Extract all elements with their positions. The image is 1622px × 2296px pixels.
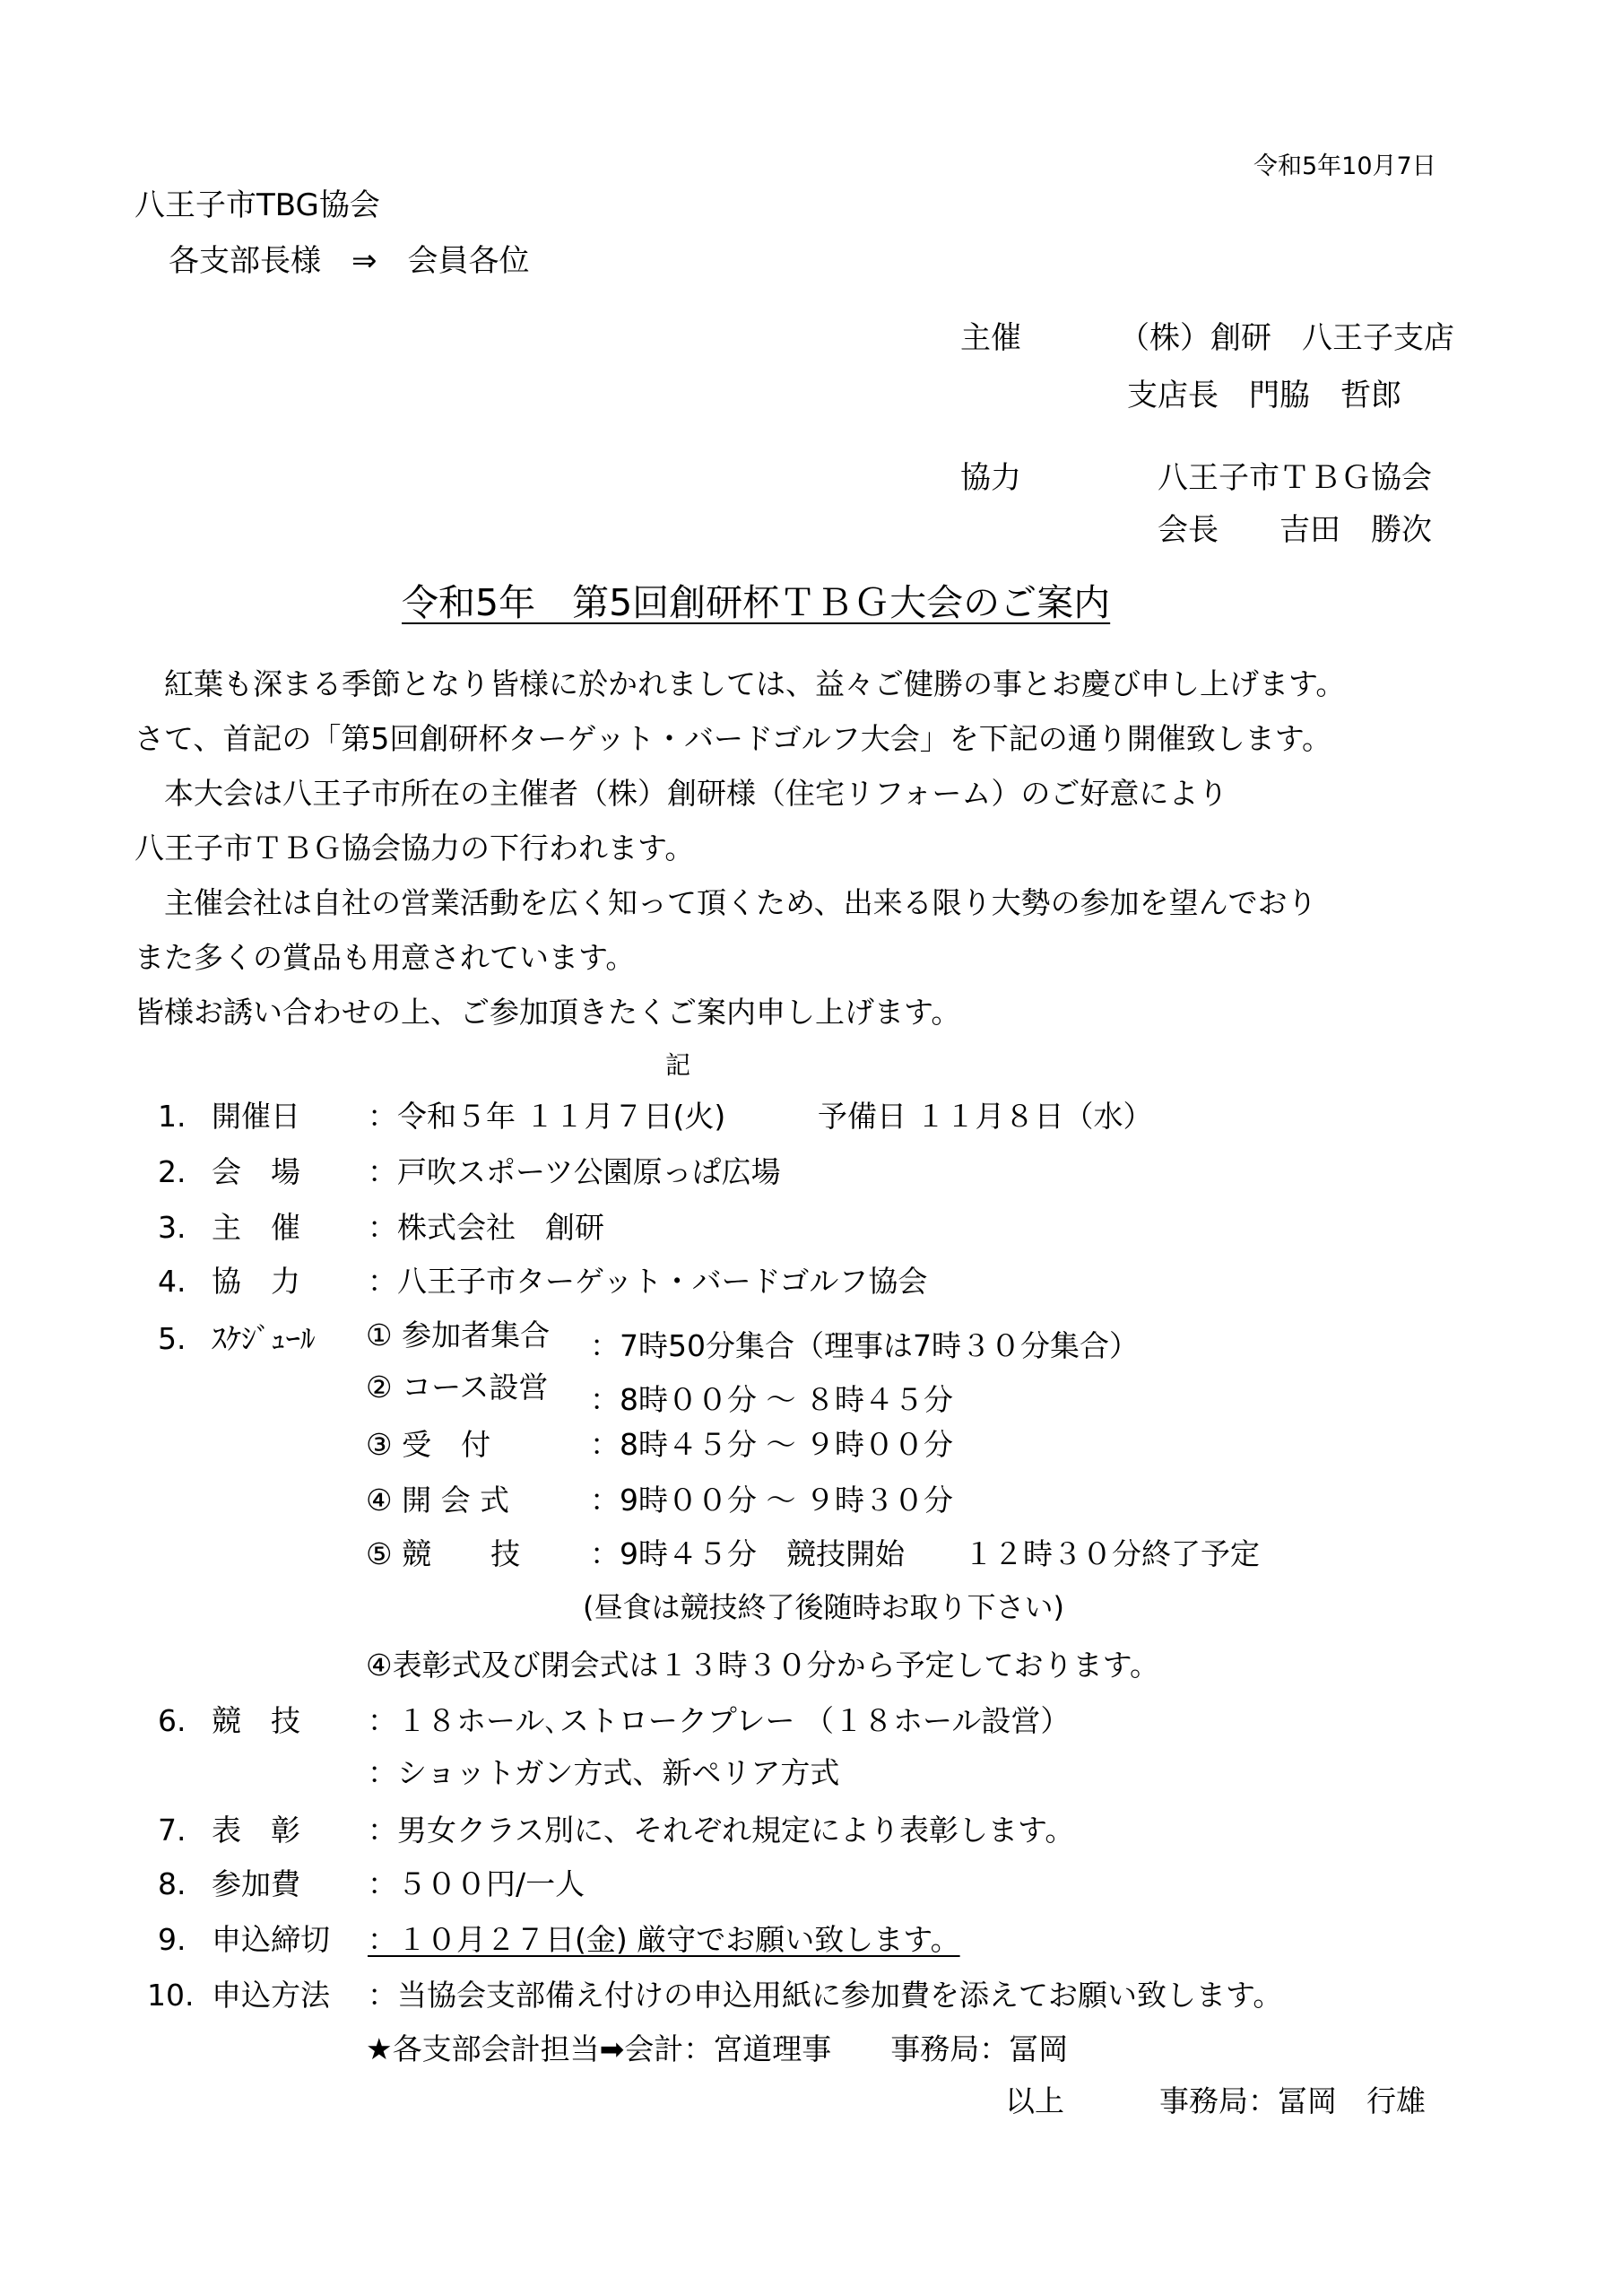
item-label: 協 力	[212, 1264, 300, 1299]
item-number: 6.	[158, 1703, 186, 1738]
item-value-deadline: ：１０月２７日(金) 厳守でお願い致します。	[368, 1922, 960, 1957]
item-value: ：戸吹スポーツ公園原っぱ広場	[368, 1154, 781, 1189]
body-line: また多くの賞品も用意されています。	[134, 940, 636, 975]
body-line: 紅葉も深まる季節となり皆様に於かれましては、益々ご健勝の事とお慶び申し上げます。	[134, 666, 1346, 701]
item-label: 競 技	[212, 1703, 300, 1738]
schedule-label: ② コース設営	[366, 1370, 549, 1405]
item-value: ：男女クラス別に、それぞれ規定により表彰します。	[368, 1813, 1075, 1848]
schedule-time: ：8時００分 ～ ８時４５分	[590, 1382, 953, 1417]
body-line: 本大会は八王子市所在の主催者（株）創研様（住宅リフォーム）のご好意により	[134, 776, 1228, 811]
item-value: ：八王子市ターゲット・バードゴルフ協会	[368, 1264, 928, 1299]
schedule-label: ⑤ 競 技	[366, 1536, 521, 1571]
item-number: 8.	[158, 1866, 186, 1901]
schedule-time: ：9時４５分 競技開始 １２時３０分終了予定	[590, 1536, 1260, 1571]
item-number: 7.	[158, 1813, 186, 1848]
item-label: 申込締切	[212, 1922, 330, 1957]
item-value: ：株式会社 創研	[368, 1210, 604, 1245]
item-value: ：５００円/一人	[368, 1866, 585, 1901]
ki-heading: 記	[665, 1050, 691, 1080]
addressee-recipients: 各支部長様 ⇒ 会員各位	[169, 243, 530, 279]
body-line: さて、首記の「第5回創研杯ターゲット・バードゴルフ大会」を下記の通り開催致します。	[134, 721, 1332, 756]
item-label: 主 催	[212, 1210, 300, 1245]
item-number: 9.	[158, 1922, 186, 1957]
closing-ijo: 以上	[1005, 2083, 1064, 2118]
item-label: 表 彰	[212, 1813, 300, 1848]
item-label: ｽｹｼﾞｭｰﾙ	[212, 1321, 316, 1356]
item-value: ：令和５年 １１月７日(火)	[368, 1099, 726, 1134]
item-number: 4.	[158, 1264, 186, 1299]
item-label: 会 場	[212, 1154, 300, 1189]
item-number: 1.	[158, 1099, 186, 1134]
item-value: ：１８ホール､ストロークプレー （１８ホール設営）	[368, 1703, 1071, 1738]
item-number: 5.	[158, 1321, 186, 1356]
body-line: 主催会社は自社の営業活動を広く知って頂くため、出来る限り大勢の参加を望んでおり	[134, 885, 1317, 920]
contact-note: ★各支部会計担当➡会計：宮道理事 事務局：冨岡	[366, 2031, 1069, 2066]
item-value: ：当協会支部備え付けの申込用紙に参加費を添えてお願い致します。	[368, 1978, 1283, 2013]
organizer-person: 支店長 門脇 哲郎	[1127, 378, 1401, 413]
item-number: 2.	[158, 1154, 186, 1189]
cooperation-person: 会長 吉田 勝次	[1158, 512, 1432, 548]
item-number: 3.	[158, 1210, 186, 1245]
cooperation-label: 協力	[960, 460, 1021, 496]
closing-office: 事務局：冨岡 行雄	[1159, 2083, 1426, 2118]
schedule-label: ① 参加者集合	[366, 1318, 551, 1352]
schedule-time: ：8時４５分 ～ ９時００分	[590, 1427, 953, 1462]
schedule-time: ：9時００分 ～ ９時３０分	[590, 1483, 953, 1518]
organizer-label: 主催	[960, 320, 1021, 356]
item-number: 10.	[147, 1978, 195, 2013]
schedule-label: ④ 開 会 式	[366, 1483, 510, 1518]
cooperation-name: 八王子市ＴＢＧ協会	[1158, 460, 1432, 496]
schedule-time: ：7時50分集合（理事は7時３０分集合）	[590, 1328, 1139, 1363]
body-line: 皆様お誘い合わせの上、ご参加頂きたくご案内申し上げます。	[134, 995, 961, 1030]
item-value-2: ：ショットガン方式、新ペリア方式	[368, 1755, 840, 1790]
addressee-org: 八王子市TBG協会	[134, 187, 380, 223]
organizer-name: （株）創研 八王子支店	[1119, 320, 1454, 356]
item-label: 開催日	[212, 1099, 300, 1134]
item-extra: 予備日 １１月８日（水）	[818, 1099, 1153, 1134]
schedule-lunch-note: (昼食は競技終了後随時お取り下さい)	[583, 1590, 1064, 1624]
item-label: 参加費	[212, 1866, 300, 1901]
item-label: 申込方法	[212, 1978, 330, 2013]
schedule-closing-note: ④表彰式及び閉会式は１３時３０分から予定しております。	[366, 1648, 1159, 1683]
body-line: 八王子市ＴＢＧ協会協力の下行われます。	[134, 831, 695, 865]
document-title: 令和5年 第5回創研杯ＴＢＧ大会のご案内	[402, 581, 1111, 624]
document-date: 令和5年10月7日	[1253, 152, 1436, 180]
schedule-label: ③ 受 付	[366, 1427, 491, 1462]
